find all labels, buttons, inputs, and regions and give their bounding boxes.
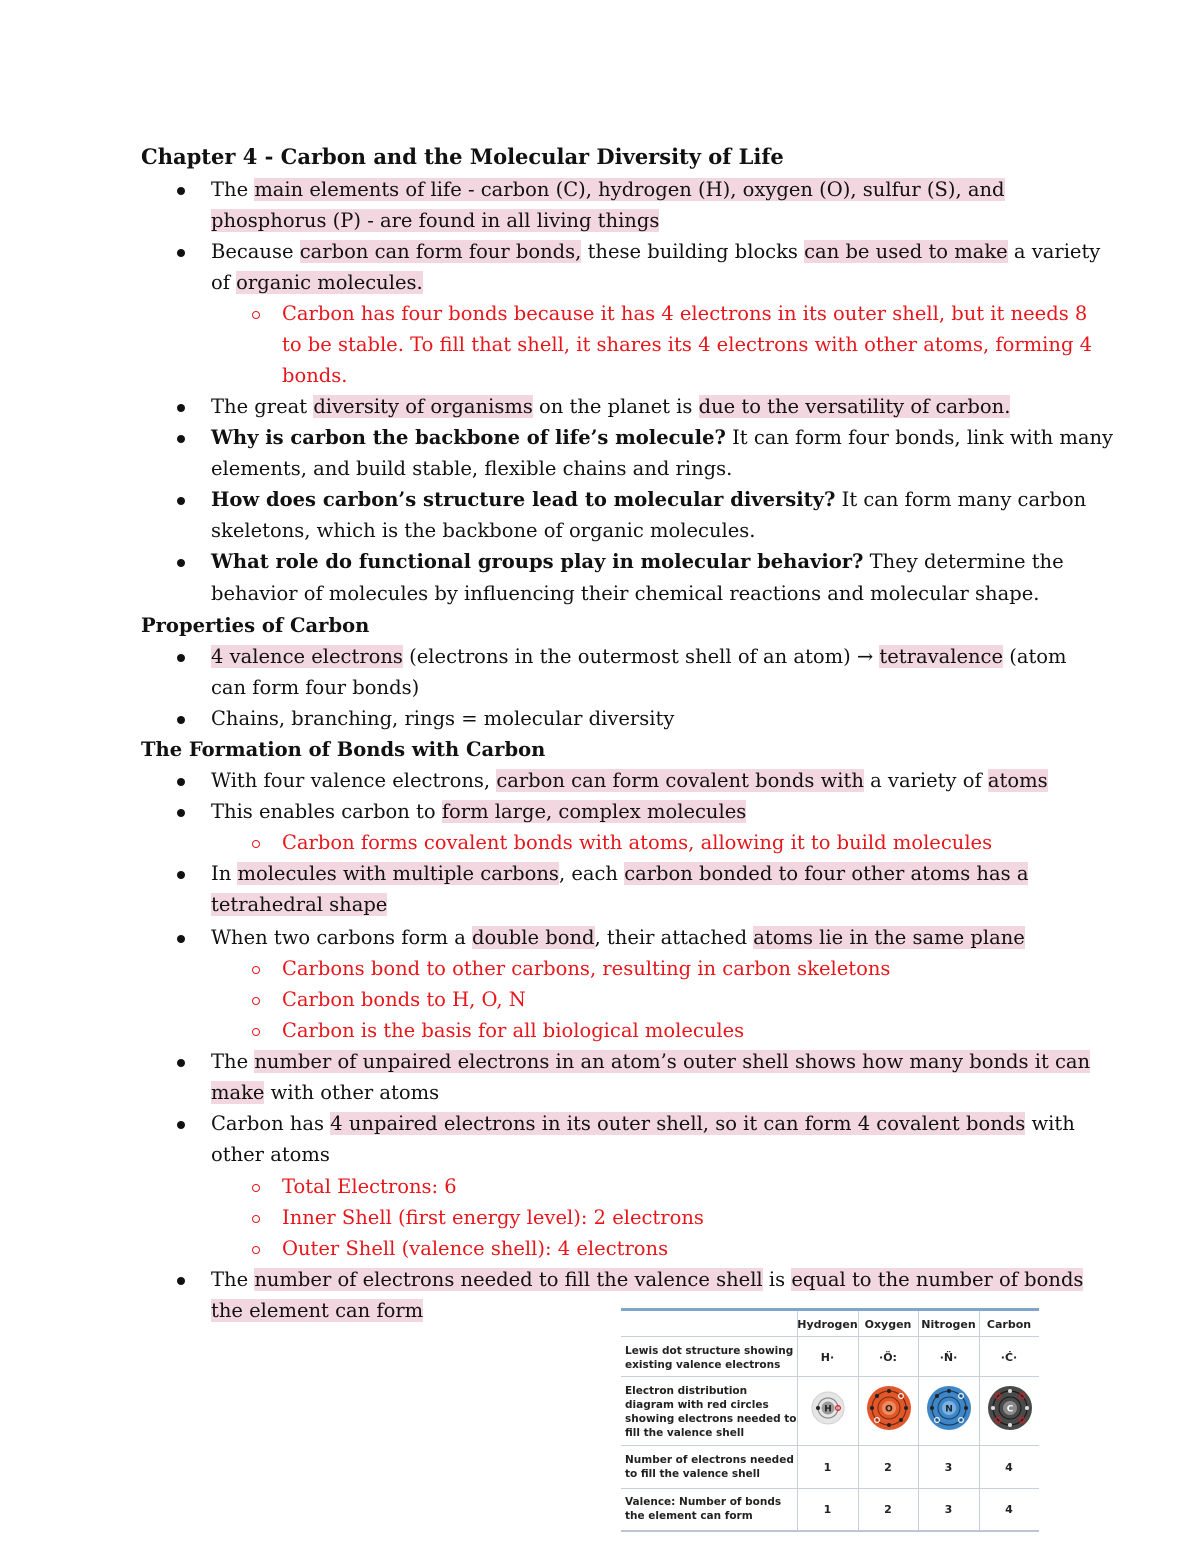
bullet-icon [177, 559, 185, 567]
bullet-icon [177, 404, 185, 412]
row-label-electron-distribution: Electron distribution diagram with red circles showing electrons needed to fill the valence shell [625, 1385, 797, 1439]
sub-list-item: Carbon has four bonds because it has 4 electrons in its outer shell, but it needs 8 [282, 302, 1088, 325]
sub-list-item: Outer Shell (valence shell): 4 electrons [282, 1237, 669, 1260]
row-label-electrons-needed: Number of electrons needed to fill the valence shell [625, 1454, 794, 1480]
list-item-continued: other atoms [211, 1143, 330, 1166]
list-item-continued: the element can form [211, 1299, 424, 1322]
list-item: Carbon has 4 unpaired electrons in its outer shell, so it can form 4 covalent bonds with [211, 1112, 1075, 1135]
column-divider [979, 1311, 980, 1530]
list-item-continued: behavior of molecules by influencing their chemical reactions and molecular shape. [211, 582, 1040, 605]
list-item-continued: phosphorus (P) - are found in all living things [211, 209, 660, 232]
electrons-needed-carbon: 4 [1005, 1461, 1013, 1474]
list-item-continued: tetrahedral shape [211, 893, 388, 916]
electrons-needed-hydrogen: 1 [823, 1461, 832, 1474]
column-divider [918, 1311, 919, 1530]
lewis-hydrogen: H· [820, 1351, 835, 1364]
column-divider [797, 1311, 798, 1530]
list-item: The main elements of life - carbon (C), hydrogen (H), oxygen (O), sulfur (S), and [211, 178, 1005, 201]
nitrogen-atom-diagram [925, 1384, 973, 1432]
list-item: The number of electrons needed to fill the valence shell is equal to the number of bonds [211, 1268, 1084, 1291]
bullet-icon [177, 1277, 185, 1285]
bullet-icon [177, 871, 185, 879]
list-item-continued: skeletons, which is the backbone of organic molecules. [211, 519, 756, 542]
list-item: Chains, branching, rings = molecular diversity [211, 707, 675, 730]
bullet-icon [177, 1121, 185, 1129]
list-item: How does carbon’s structure lead to molecular diversity? It can form many carbon [211, 488, 1087, 511]
sub-list-item: Total Electrons: 6 [282, 1175, 457, 1198]
electrons-needed-oxygen: 2 [884, 1461, 892, 1474]
bullet-icon [177, 778, 185, 786]
list-item: 4 valence electrons (electrons in the outermost shell of an atom) → tetravalence (atom [211, 645, 1067, 668]
section-heading: The Formation of Bonds with Carbon [141, 738, 546, 761]
list-item: Why is carbon the backbone of life’s molecule? It can form four bonds, link with many [211, 426, 1114, 449]
carbon-atom-diagram [986, 1384, 1034, 1432]
valence-nitrogen: 3 [944, 1503, 953, 1516]
oxygen-atom-diagram [865, 1384, 913, 1432]
column-divider [858, 1311, 859, 1530]
svg-text:C: C [1006, 1404, 1014, 1415]
sub-list-item: Carbon forms covalent bonds with atoms, allowing it to build molecules [282, 831, 993, 854]
bullet-icon [177, 716, 185, 724]
row-label-lewis: Lewis dot structure showing existing valence electrons [625, 1345, 794, 1371]
valence-hydrogen: 1 [823, 1503, 832, 1516]
svg-text:N: N [945, 1404, 953, 1415]
sub-list-item: Carbon is the basis for all biological molecules [282, 1019, 745, 1042]
sub-list-item: Inner Shell (first energy level): 2 electrons [282, 1206, 704, 1229]
column-header-hydrogen: Hydrogen [797, 1318, 858, 1331]
bullet-icon [177, 1059, 185, 1067]
column-header-nitrogen: Nitrogen [921, 1318, 976, 1331]
table-top-border [621, 1308, 1039, 1311]
lewis-oxygen: ·Ö: [879, 1351, 897, 1364]
sub-bullet-icon [252, 840, 260, 848]
row-divider [621, 1376, 1039, 1377]
valence-table-figure [621, 1308, 1039, 1532]
list-item: This enables carbon to form large, complex molecules [211, 800, 747, 823]
bullet-icon [177, 809, 185, 817]
list-item-continued: make with other atoms [211, 1081, 440, 1104]
page-title: Chapter 4 - Carbon and the Molecular Diversity of Life [141, 144, 784, 169]
sub-list-item: Carbons bond to other carbons, resulting in carbon skeletons [282, 957, 891, 980]
list-item: With four valence electrons, carbon can form covalent bonds with a variety of atoms [211, 769, 1048, 792]
row-divider [621, 1336, 1039, 1337]
bullet-icon [177, 935, 185, 943]
hydrogen-atom-diagram [810, 1390, 846, 1426]
list-item-continued: can form four bonds) [211, 676, 420, 699]
list-item: Because carbon can form four bonds, these building blocks can be used to make a variety [211, 240, 1101, 263]
sub-bullet-icon [252, 966, 260, 974]
sub-bullet-icon [252, 1028, 260, 1036]
row-divider [621, 1445, 1039, 1446]
list-item: In molecules with multiple carbons, each carbon bonded to four other atoms has a [211, 862, 1029, 885]
list-item: The great diversity of organisms on the planet is due to the versatility of carbon. [211, 395, 1011, 418]
bullet-icon [177, 497, 185, 505]
sub-list-item-continued: to be stable. To fill that shell, it shares its 4 electrons with other atoms, forming 4 [282, 333, 1093, 356]
column-header-carbon: Carbon [986, 1318, 1032, 1331]
list-item: The number of unpaired electrons in an atom’s outer shell shows how many bonds it can [211, 1050, 1091, 1073]
electrons-needed-nitrogen: 3 [944, 1461, 953, 1474]
valence-carbon: 4 [1005, 1503, 1013, 1516]
sub-bullet-icon [252, 1246, 260, 1254]
list-item-continued: of organic molecules. [211, 271, 423, 294]
sub-list-item: Carbon bonds to H, O, N [282, 988, 526, 1011]
lewis-nitrogen: ·N̈· [939, 1351, 958, 1364]
svg-text:O: O [885, 1404, 893, 1415]
list-item: When two carbons form a double bond, their attached atoms lie in the same plane [211, 926, 1025, 949]
bullet-icon [177, 654, 185, 662]
bullet-icon [177, 435, 185, 443]
row-label-valence: Valence: Number of bonds the element can form [625, 1496, 782, 1522]
list-item-continued: elements, and build stable, flexible chains and rings. [211, 457, 733, 480]
sub-list-item-continued: bonds. [282, 364, 348, 387]
section-heading: Properties of Carbon [141, 614, 370, 637]
lewis-carbon: ·Ċ· [1000, 1351, 1018, 1364]
list-item: What role do functional groups play in molecular behavior? They determine the [211, 550, 1064, 573]
sub-bullet-icon [252, 311, 260, 319]
valence-oxygen: 2 [884, 1503, 892, 1516]
sub-bullet-icon [252, 1184, 260, 1192]
svg-text:H: H [824, 1404, 832, 1415]
sub-bullet-icon [252, 1215, 260, 1223]
table-bottom-border [621, 1530, 1039, 1532]
row-divider [621, 1488, 1039, 1489]
sub-bullet-icon [252, 997, 260, 1005]
column-header-oxygen: Oxygen [864, 1318, 912, 1331]
bullet-icon [177, 249, 185, 257]
bullet-icon [177, 187, 185, 195]
